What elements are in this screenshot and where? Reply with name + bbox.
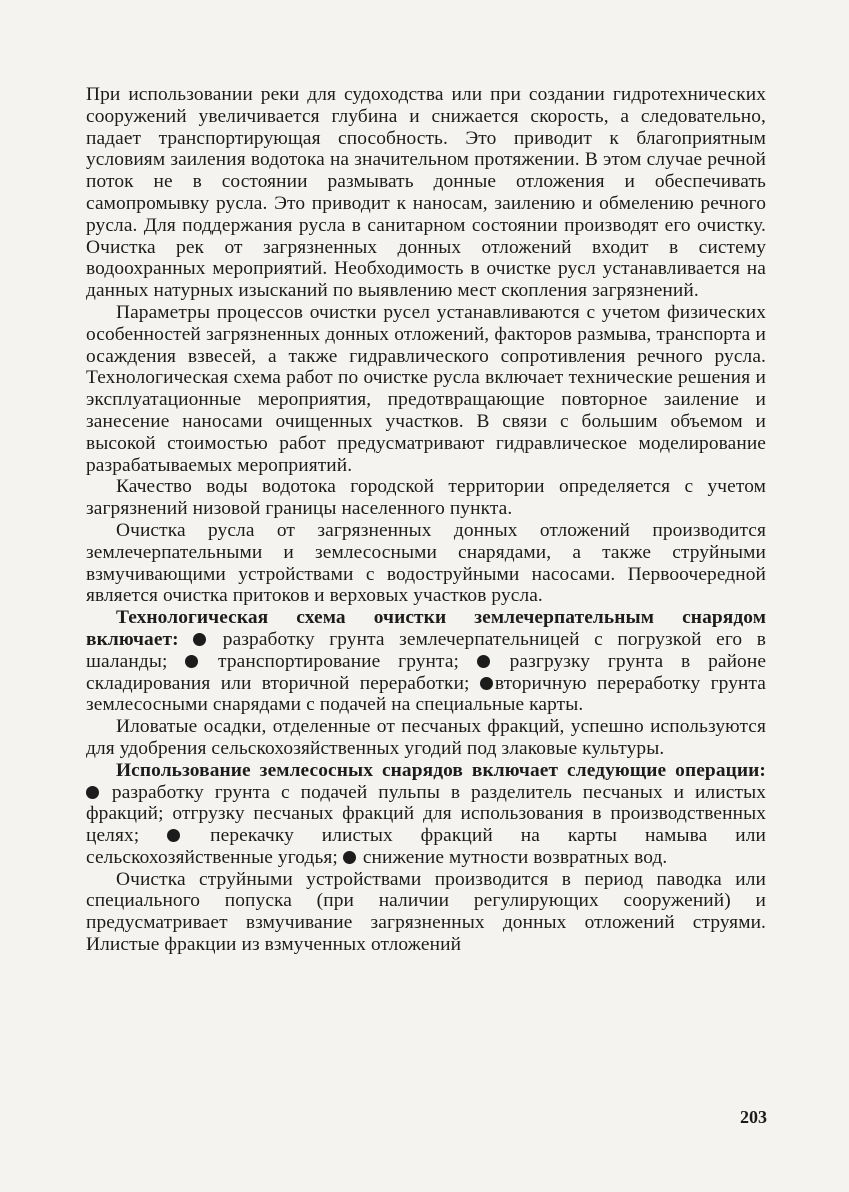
bold-lead-dredger: Технологическая схема очистки землечерпательным снарядом включает:	[86, 607, 766, 650]
paragraph-suction-dredger	[86, 760, 766, 869]
bullet-icon	[480, 677, 493, 690]
list-item: разработку грунта с подачей пульпы в разделитель песчаных и илистых фракций; отгрузку песчаных фракций для использования в производственных целях;	[86, 781, 766, 847]
list-item: вторичную переработку грунта землесосными снарядами с подачей на специальные карты.	[86, 672, 766, 716]
paragraph-water-quality: Качество воды водотока городской территории определяется с учетом загрязнений низовой границы населенного пункта.	[86, 476, 766, 520]
bullet-icon	[86, 786, 99, 799]
bullet-icon	[185, 655, 198, 668]
paragraph-jet-devices: Очистка струйными устройствами производится в период паводка или специального попуска (при наличии регулирующих сооружений) и предусматривает взмучивание загрязненных донных отложений струями. Илистые фракции из взмученных отложений	[86, 868, 766, 956]
page-number: 203	[740, 1107, 767, 1127]
bullet-icon	[193, 633, 206, 646]
paragraph-cleaning-methods: Очистка русла от загрязненных донных отложений производится землечерпательными и землесосными снарядами, а также струйными взмучивающими устройствами с водоструйными насосами. Первоочередной является очистка притоков и верховых участков русла.	[86, 519, 766, 607]
bullet-icon	[343, 851, 356, 864]
list-item: разгрузку грунта в районе складирования или вторичной переработки;	[86, 650, 767, 694]
paragraph-dredger-scheme	[86, 607, 766, 716]
bullet-icon	[167, 829, 180, 842]
list-item: снижение мутности возвратных вод.	[362, 846, 668, 868]
list-item: разработку грунта землечерпательницей с погрузкой его в шаланды;	[86, 628, 766, 672]
bullet-icon	[477, 655, 490, 668]
list-item: транспортирование грунта;	[218, 650, 460, 672]
bold-lead-suction: Использование землесосных снарядов включает следующие операции:	[116, 759, 766, 781]
body-text	[86, 84, 766, 956]
list-item: перекачку илистых фракций на карты намыва или сельскохозяйственные угодья;	[86, 825, 766, 868]
paragraph-silt-deposits: Иловатые осадки, отделенные от песчаных фракций, успешно используются для удобрения сельскохозяйственных угодий под злаковые культуры.	[86, 716, 766, 759]
paragraph-river-navigation: При использовании реки для судоходства или при создании гидротехнических сооружений увеличивается глубина и снижается скорость, а следовательно, падает транспортирующая способность. Это приводит к благоприятным условиям заиления водотока на значительном протяжении. В этом случае речной поток не в состоянии размывать донные отложения и обеспечивать самопромывку русла. Это приводит к наносам, заилению и обмелению речного русла. Для поддержания русла в санитарном состоянии производят его очистку. Очистка рек от загрязненных донных отложений входит в систему водоохранных мероприятий. Необходимость в очистке русл устанавливается на данных натурных изысканий по выявлению мест скопления загрязнений.	[86, 84, 766, 302]
paragraph-cleaning-parameters: Параметры процессов очистки русел устанавливаются с учетом физических особенностей загрязненных донных отложений, факторов размыва, транспорта и осаждения взвесей, а также гидравлического сопротивления речного русла. Технологическая схема работ по очистке русла включает технические решения и эксплуатационные мероприятия, предотвращающие повторное заиление и занесение наносами очищенных участков. В связи с большим объемом и высокой стоимостью работ предусматривают гидравлическое моделирование разрабатываемых мероприятий.	[86, 301, 766, 476]
